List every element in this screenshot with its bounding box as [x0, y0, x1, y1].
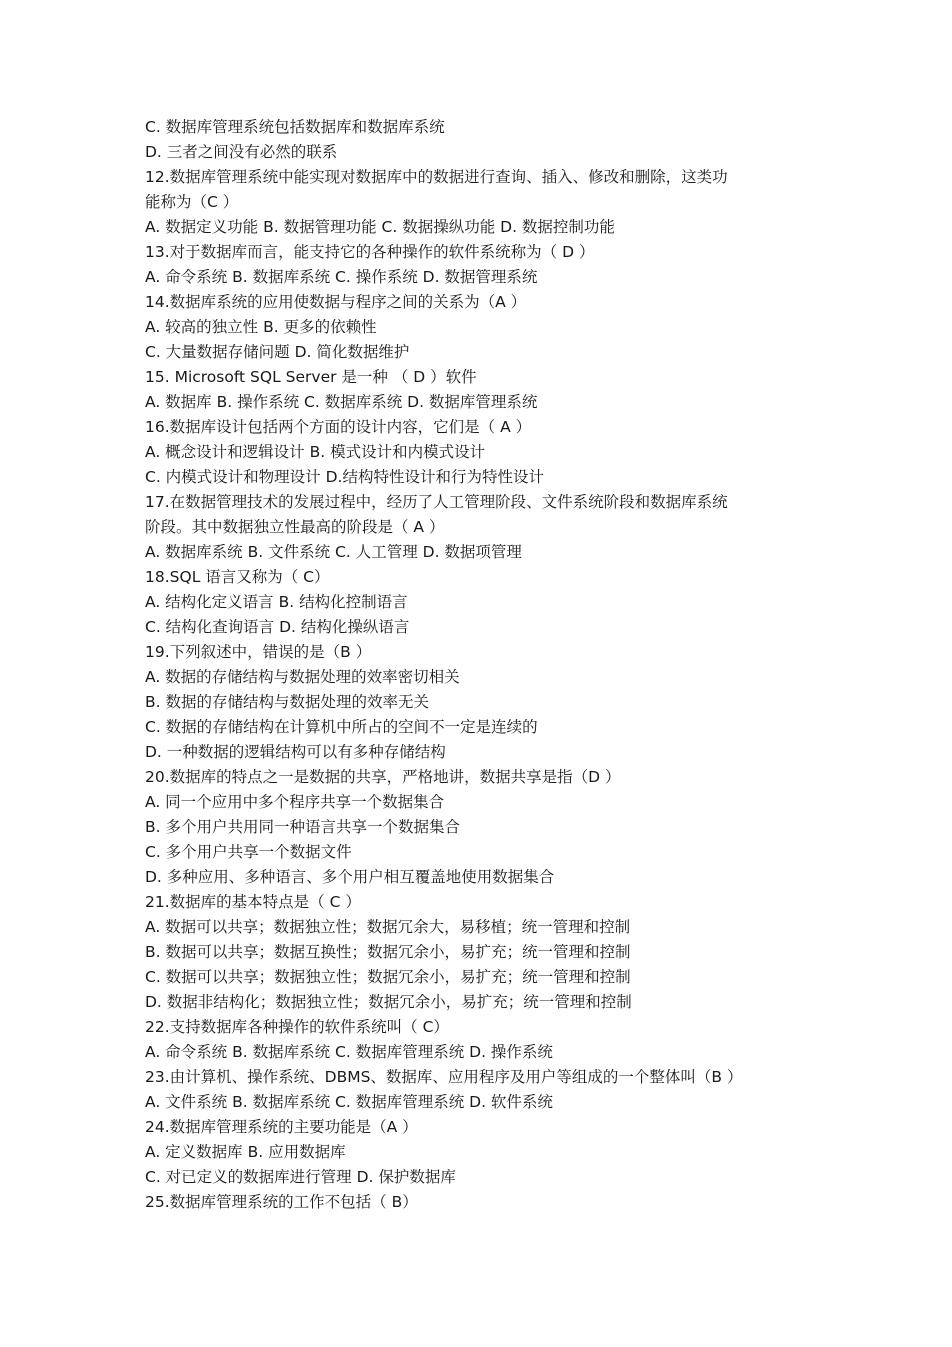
- text-line: B. 多个用户共用同一种语言共享一个数据集合: [145, 818, 460, 836]
- text-line: 24.数据库管理系统的主要功能是（A ）: [145, 1118, 418, 1136]
- text-line: 21.数据库的基本特点是（ C ）: [145, 893, 361, 911]
- text-line: C. 内模式设计和物理设计 D.结构特性设计和行为特性设计: [145, 468, 544, 486]
- text-line: A. 文件系统 B. 数据库系统 C. 数据库管理系统 D. 软件系统: [145, 1093, 553, 1111]
- text-line: C. 大量数据存储问题 D. 简化数据维护: [145, 343, 410, 361]
- text-line: C. 数据的存储结构在计算机中所占的空间不一定是连续的: [145, 718, 538, 736]
- text-line: 19.下列叙述中，错误的是（B ）: [145, 643, 372, 661]
- text-line: 17.在数据管理技术的发展过程中，经历了人工管理阶段、文件系统阶段和数据库系统: [145, 493, 728, 511]
- document-body: [145, 115, 825, 1215]
- text-line: C. 数据库管理系统包括数据库和数据库系统: [145, 118, 445, 136]
- text-line: B. 数据可以共享；数据互换性；数据冗余小，易扩充；统一管理和控制: [145, 943, 631, 961]
- text-line: A. 结构化定义语言 B. 结构化控制语言: [145, 593, 408, 611]
- text-line: 18.SQL 语言又称为（ C）: [145, 568, 330, 586]
- text-line: C. 对已定义的数据库进行管理 D. 保护数据库: [145, 1168, 456, 1186]
- text-line: A. 数据的存储结构与数据处理的效率密切相关: [145, 668, 460, 686]
- text-line: 22.支持数据库各种操作的软件系统叫（ C）: [145, 1018, 449, 1036]
- text-line: 能称为（C ）: [145, 193, 239, 211]
- text-line: A. 命令系统 B. 数据库系统 C. 操作系统 D. 数据管理系统: [145, 268, 538, 286]
- text-line: A. 数据可以共享；数据独立性；数据冗余大，易移植；统一管理和控制: [145, 918, 631, 936]
- text-line: 阶段。其中数据独立性最高的阶段是（ A ）: [145, 518, 445, 536]
- text-line: A. 较高的独立性 B. 更多的依赖性: [145, 318, 377, 336]
- text-line: 23.由计算机、操作系统、DBMS、数据库、应用程序及用户等组成的一个整体叫（B ）: [145, 1068, 743, 1086]
- text-line: C. 结构化查询语言 D. 结构化操纵语言: [145, 618, 410, 636]
- text-line: D. 一种数据的逻辑结构可以有多种存储结构: [145, 743, 446, 761]
- text-line: 12.数据库管理系统中能实现对数据库中的数据进行查询、插入、修改和删除，这类功: [145, 168, 728, 186]
- text-line: A. 数据库系统 B. 文件系统 C. 人工管理 D. 数据项管理: [145, 543, 522, 561]
- text-line: A. 数据库 B. 操作系统 C. 数据库系统 D. 数据库管理系统: [145, 393, 538, 411]
- text-line: D. 三者之间没有必然的联系: [145, 143, 338, 161]
- text-line: C. 数据可以共享；数据独立性；数据冗余小，易扩充；统一管理和控制: [145, 968, 631, 986]
- text-line: B. 数据的存储结构与数据处理的效率无关: [145, 693, 429, 711]
- text-line: 13.对于数据库而言，能支持它的各种操作的软件系统称为（ D ）: [145, 243, 595, 261]
- text-line: C. 多个用户共享一个数据文件: [145, 843, 352, 861]
- text-line: 15. Microsoft SQL Server 是一种 （ D ）软件: [145, 368, 477, 386]
- text-line: A. 数据定义功能 B. 数据管理功能 C. 数据操纵功能 D. 数据控制功能: [145, 218, 615, 236]
- text-line: 16.数据库设计包括两个方面的设计内容，它们是（ A ）: [145, 418, 532, 436]
- text-line: D. 多种应用、多种语言、多个用户相互覆盖地使用数据集合: [145, 868, 555, 886]
- text-line: D. 数据非结构化；数据独立性；数据冗余小，易扩充；统一管理和控制: [145, 993, 632, 1011]
- text-line: 20.数据库的特点之一是数据的共享，严格地讲，数据共享是指（D ）: [145, 768, 621, 786]
- text-line: A. 同一个应用中多个程序共享一个数据集合: [145, 793, 445, 811]
- text-line: A. 定义数据库 B. 应用数据库: [145, 1143, 346, 1161]
- text-line: A. 概念设计和逻辑设计 B. 模式设计和内模式设计: [145, 443, 486, 461]
- text-line: 14.数据库系统的应用使数据与程序之间的关系为（A ）: [145, 293, 527, 311]
- text-line: A. 命令系统 B. 数据库系统 C. 数据库管理系统 D. 操作系统: [145, 1043, 553, 1061]
- text-line: 25.数据库管理系统的工作不包括（ B）: [145, 1193, 418, 1211]
